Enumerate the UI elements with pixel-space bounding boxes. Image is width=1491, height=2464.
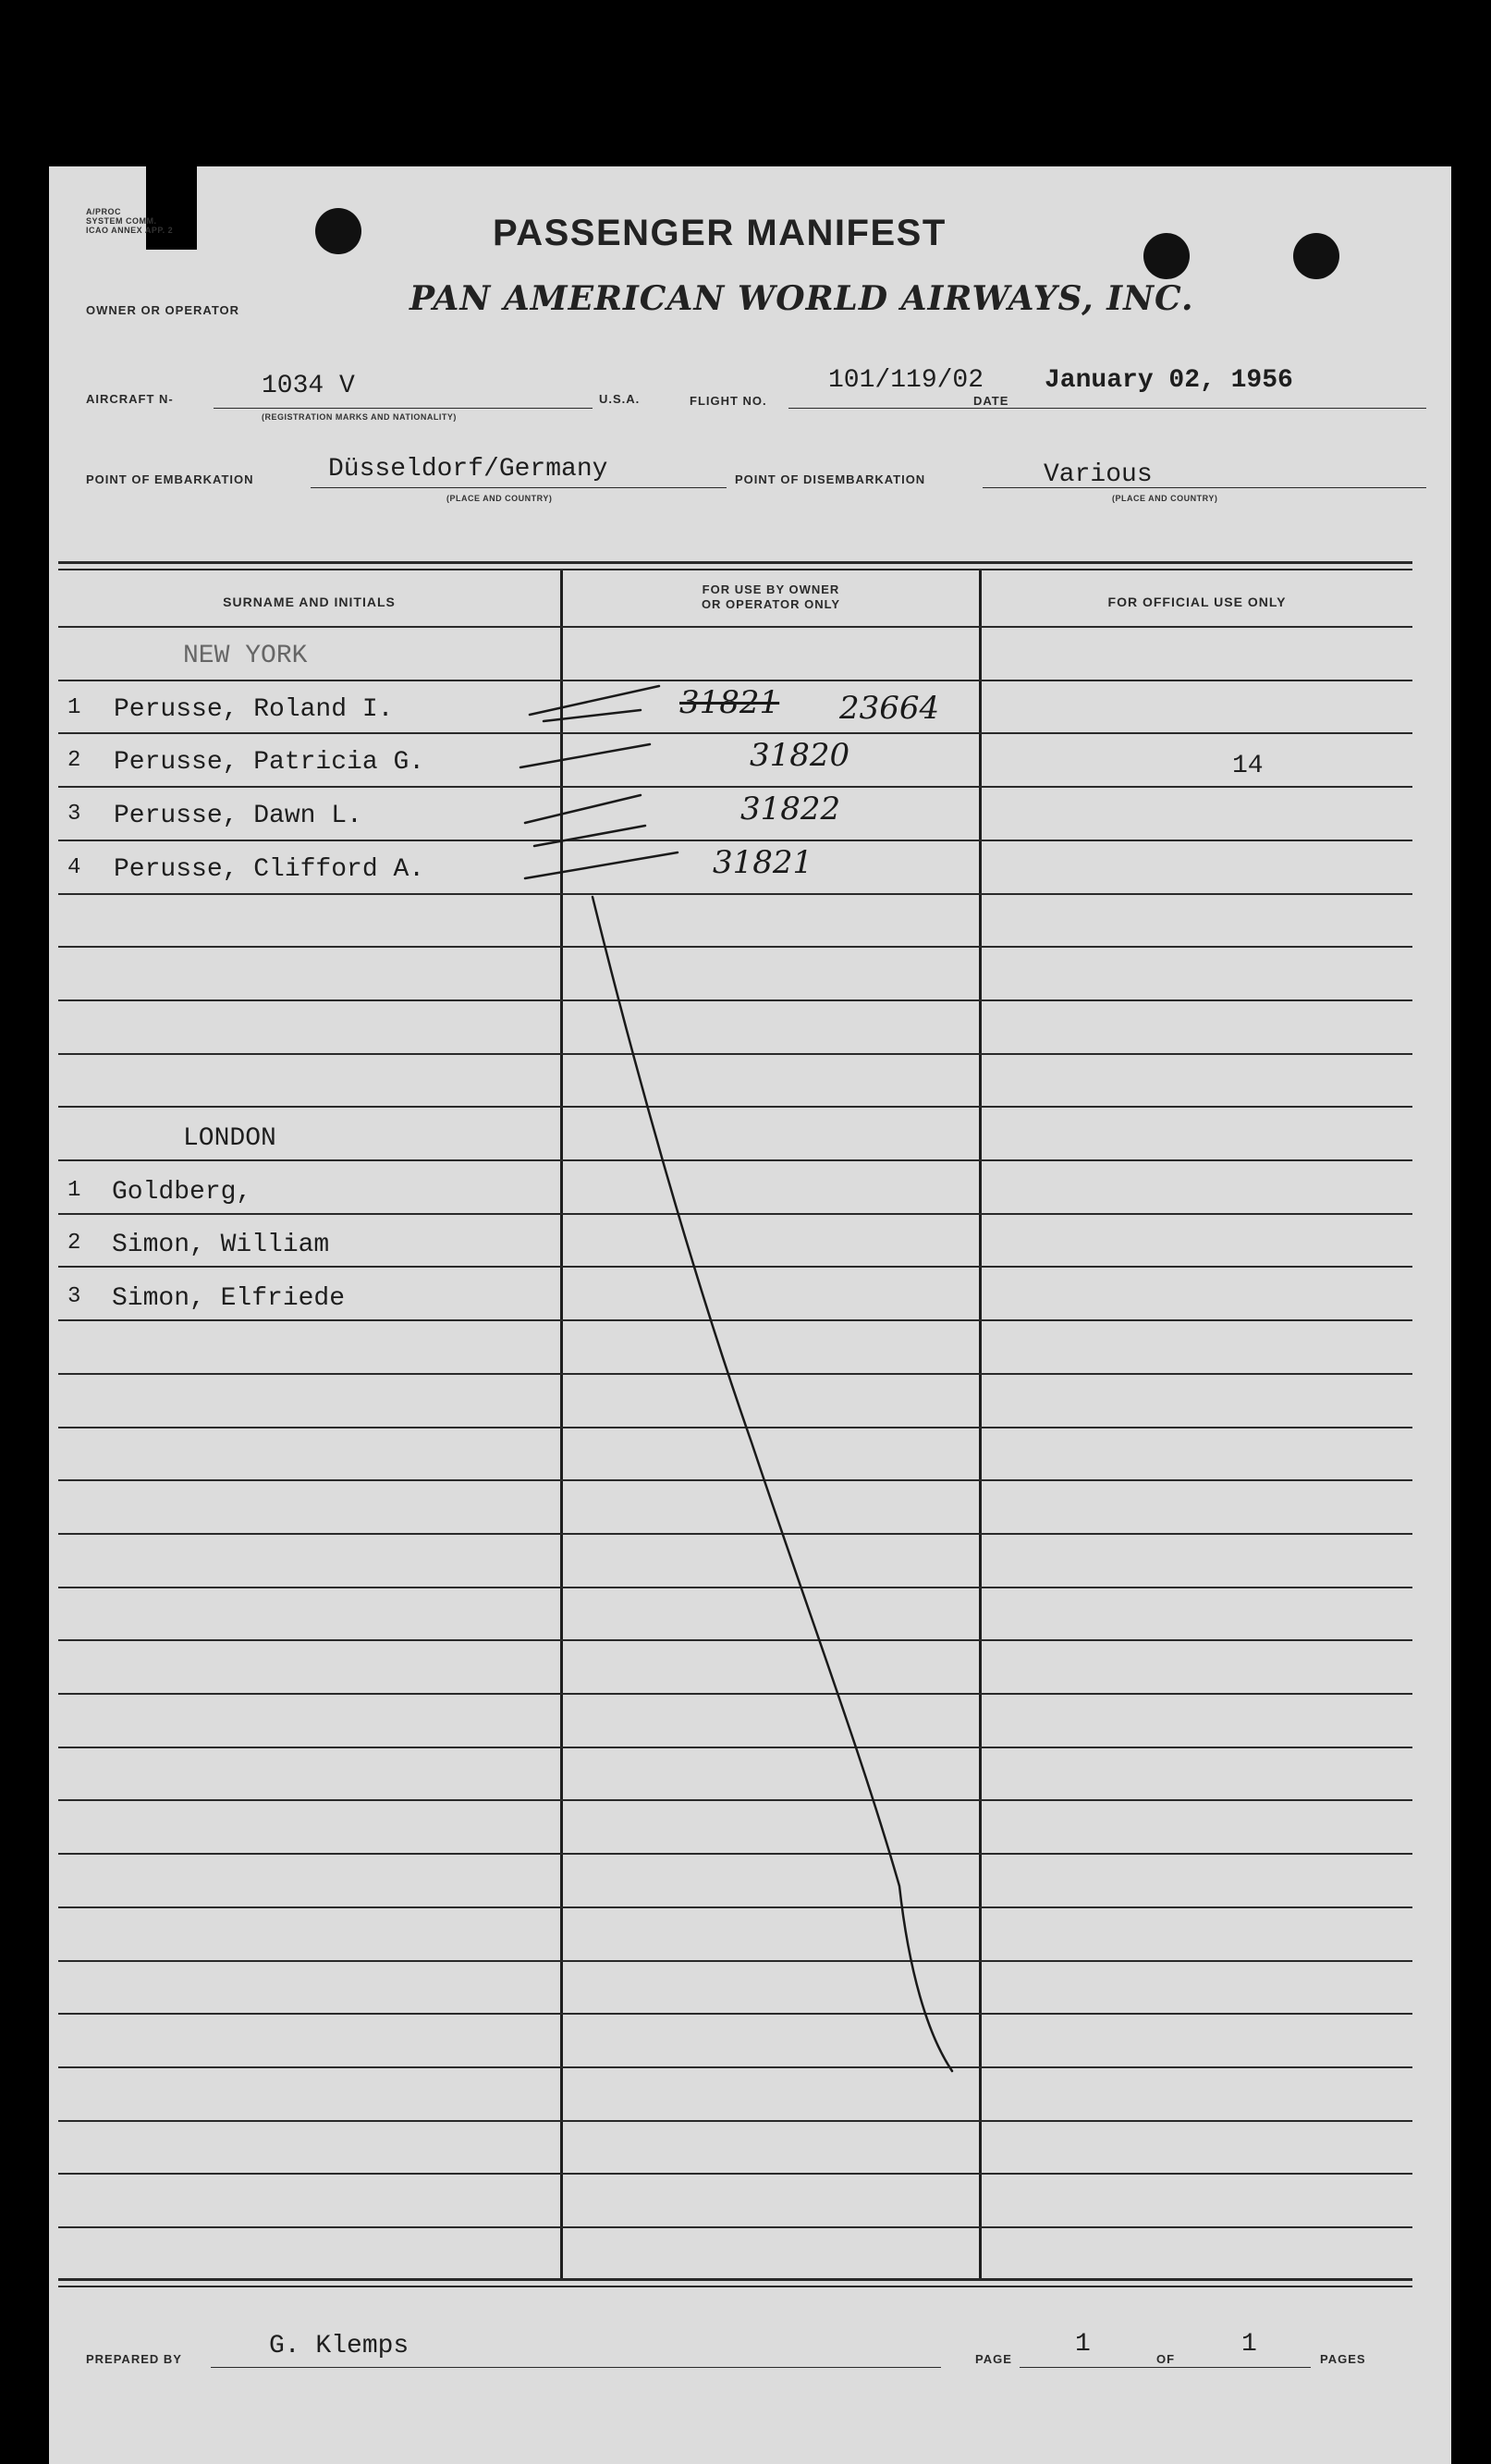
column-header-owner-use: FOR USE BY OWNER OR OPERATOR ONLY (701, 582, 841, 611)
passenger-name: Simon, William (112, 1231, 330, 1259)
aircraft-value: 1034 V (262, 372, 355, 400)
airline-name: PAN AMERICAN WORLD AIRWAYS, INC. (409, 279, 1194, 318)
section-destination-new-york: NEW YORK (183, 642, 308, 670)
manifest-sheet (49, 166, 1451, 2464)
passenger-number: 3 (67, 1284, 81, 1309)
usa-label: U.S.A. (599, 392, 641, 406)
passenger-name: Perusse, Dawn L. (114, 802, 362, 830)
of-value: 1 (1241, 2330, 1257, 2359)
column-header-surname: SURNAME AND INITIALS (223, 595, 396, 609)
disembark-label: POINT OF DISEMBARKATION (735, 472, 926, 486)
embark-value: Düsseldorf/Germany (328, 455, 608, 484)
owner-label: OWNER OR OPERATOR (86, 303, 240, 317)
flight-label: FLIGHT NO. (690, 394, 767, 408)
page-label: PAGE (975, 2352, 1012, 2366)
passenger-name: Goldberg, (112, 1178, 252, 1207)
page-title: PASSENGER MANIFEST (493, 213, 947, 253)
of-label: OF (1156, 2352, 1176, 2366)
date-label: DATE (973, 394, 1009, 408)
ticket-number: 23664 (839, 690, 940, 727)
aircraft-label: AIRCRAFT N- (86, 392, 174, 406)
registration-note: (REGISTRATION MARKS AND NATIONALITY) (262, 412, 457, 422)
passenger-number: 1 (67, 695, 81, 720)
flight-value: 101/119/02 (828, 366, 984, 395)
pages-label: PAGES (1320, 2352, 1366, 2366)
prepared-by-value: G. Klemps (269, 2332, 409, 2360)
embark-label: POINT OF EMBARKATION (86, 472, 254, 486)
passenger-name: Perusse, Roland I. (114, 695, 394, 724)
pen-strokes (49, 166, 1451, 2464)
passenger-name: Perusse, Clifford A. (114, 855, 425, 884)
disembark-value: Various (1044, 460, 1153, 489)
ticket-number: 31822 (740, 791, 841, 827)
embark-note: (PLACE AND COUNTRY) (446, 494, 553, 503)
passenger-number: 1 (67, 1178, 81, 1203)
ticket-number: 31821 (713, 844, 813, 881)
page-value: 1 (1075, 2330, 1091, 2359)
date-value: January 02, 1956 (1045, 366, 1293, 395)
official-mark: 14 (1232, 752, 1264, 780)
ticket-number: 31820 (750, 737, 850, 774)
passenger-number: 2 (67, 748, 81, 773)
passenger-number: 2 (67, 1231, 81, 1256)
struck-ticket-number: 31821 (679, 684, 780, 721)
passenger-name: Simon, Elfriede (112, 1284, 346, 1313)
section-destination-london: LONDON (183, 1124, 276, 1153)
passenger-number: 3 (67, 802, 81, 827)
column-header-official-use: FOR OFFICIAL USE ONLY (1107, 595, 1287, 609)
passenger-number: 4 (67, 855, 81, 880)
passenger-name: Perusse, Patricia G. (114, 748, 425, 777)
corner-note: A/PROC SYSTEM COMM. ICAO ANNEX APP. 2 (86, 207, 174, 235)
disembark-note: (PLACE AND COUNTRY) (1112, 494, 1218, 503)
prepared-by-label: PREPARED BY (86, 2352, 182, 2366)
